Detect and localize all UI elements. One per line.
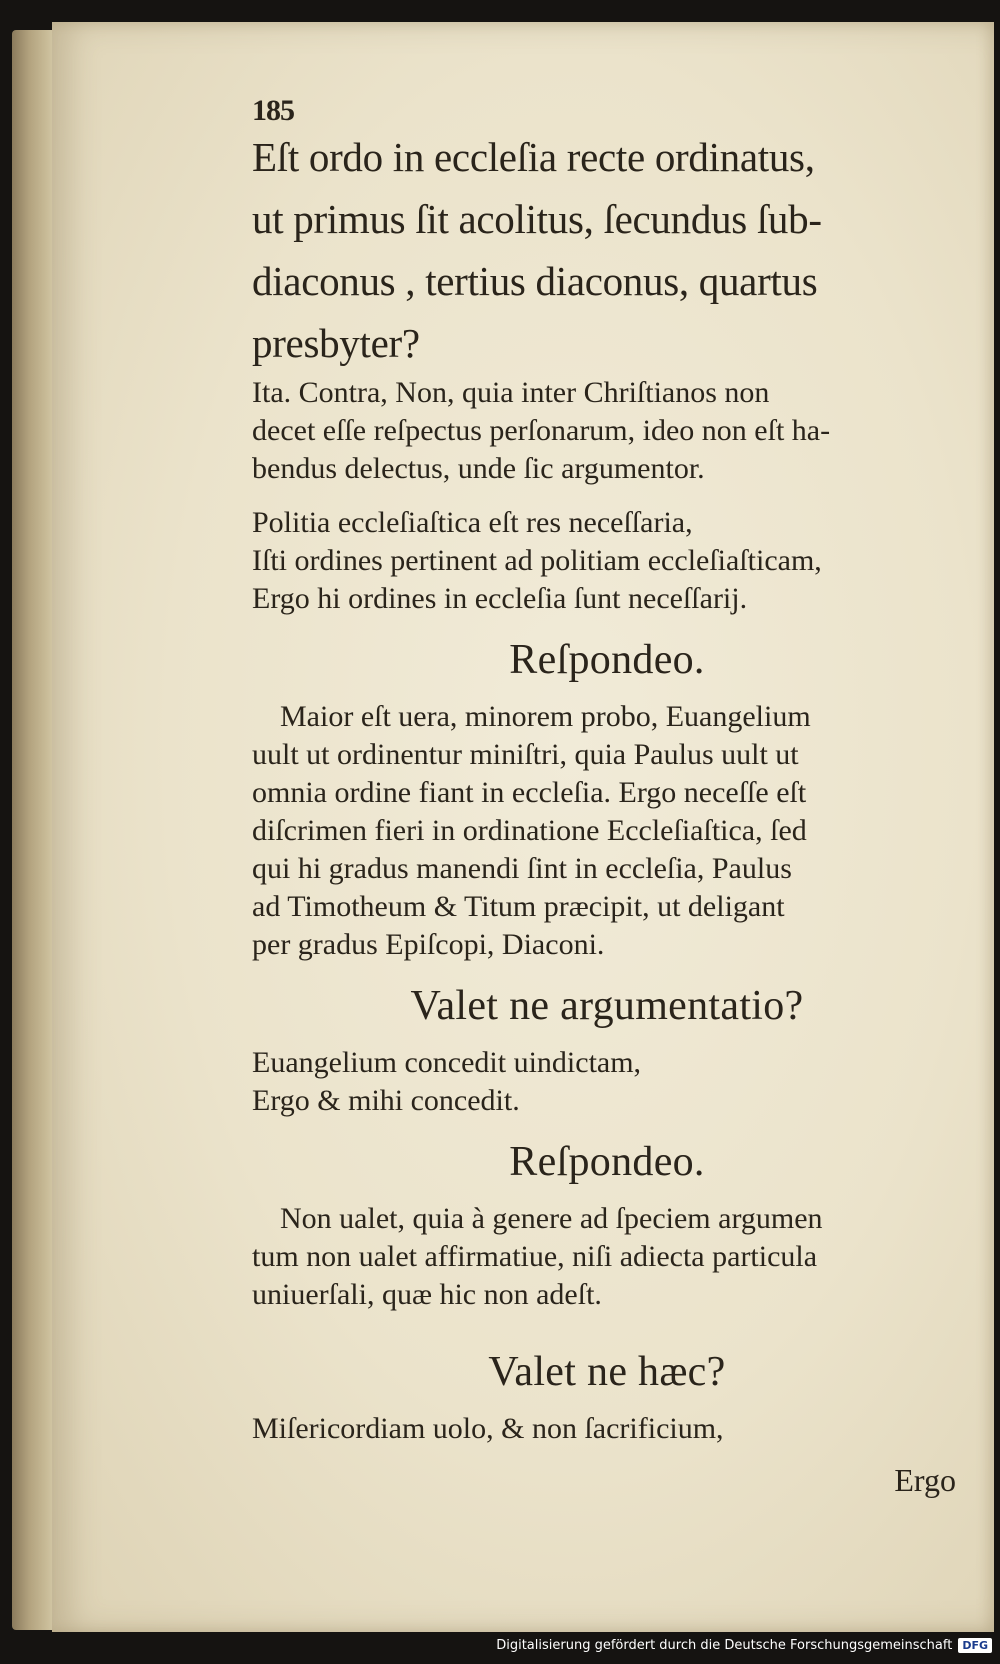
answer-paragraph-1 [252,698,962,964]
premise-line: Euangelium concedit uindictam, [252,1046,642,1079]
text-line: omnia ordine fiant in eccleſia. Ergo neceſſe eſt [252,776,807,809]
dfg-logo: DFG [958,1638,992,1653]
heading-line: Eſt ordo in eccleſia recte ordinatus, [252,134,815,180]
syllogism-1 [252,504,962,618]
text-line: decet eſſe reſpectus perſonarum, ideo non eſt ha- [252,414,831,447]
text-line: uult ut ordinentur miniſtri, quia Paulus uult ut [252,738,799,771]
intro-paragraph [252,374,962,488]
heading-line: diaconus , tertius diaconus, quartus [252,258,818,304]
conclusion-line: Ergo hi ordines in eccleſia ſunt neceſſarij. [252,582,748,615]
premise-line: Iſti ordines pertinent ad politiam eccleſiaſticam, [252,544,822,577]
heading-line: ut primus ſit acolitus, ſecundus ſub- [252,196,822,242]
question-heading [252,126,962,374]
syllogism-2 [252,1044,962,1120]
answer-paragraph-2 [252,1200,962,1314]
text-line: bendus delectus, unde ſic argumentor. [252,452,705,485]
text-line: per gradus Epiſcopi, Diaconi. [252,928,605,961]
text-line: qui hi gradus manendi ſint in eccleſia, Paulus [252,852,792,885]
question-heading-3: Valet ne hæc? [488,1349,726,1395]
page-number: 185 [252,94,294,127]
respondeo-heading-2: Reſpondeo. [509,1139,705,1185]
question-heading-2: Valet ne argumentatio? [410,983,804,1029]
final-line: Miſericordiam uolo, & non ſacrificium, [252,1412,724,1445]
text-line: tum non ualet affirmatiue, niſi adiecta particula [252,1240,818,1273]
page-text [252,96,962,1499]
conclusion-line: Ergo & mihi concedit. [252,1084,520,1117]
text-line: diſcrimen fieri in ordinatione Eccleſiaſtica, ſed [252,814,807,847]
text-line: uniuerſali, quæ hic non adeſt. [252,1278,602,1311]
heading-last-line: presbyter? [252,320,420,366]
respondeo-heading-1: Reſpondeo. [509,637,705,683]
catchword: Ergo [894,1462,956,1498]
text-line: Non ualet, quia à genere ad ſpeciem argumen [280,1202,823,1235]
text-line: ad Timotheum & Titum præcipit, ut deligant [252,890,785,923]
digitization-credit [496,1634,992,1656]
credit-text: Digitalisierung gefördert durch die Deutsche Forschungsgemeinschaft [496,1637,953,1653]
text-line: Maior eſt uera, minorem probo, Euangelium [280,700,811,733]
premise-line: Politia eccleſiaſtica eſt res neceſſaria, [252,506,693,539]
text-line: Ita. Contra, Non, quia inter Chriſtianos non [252,376,770,409]
